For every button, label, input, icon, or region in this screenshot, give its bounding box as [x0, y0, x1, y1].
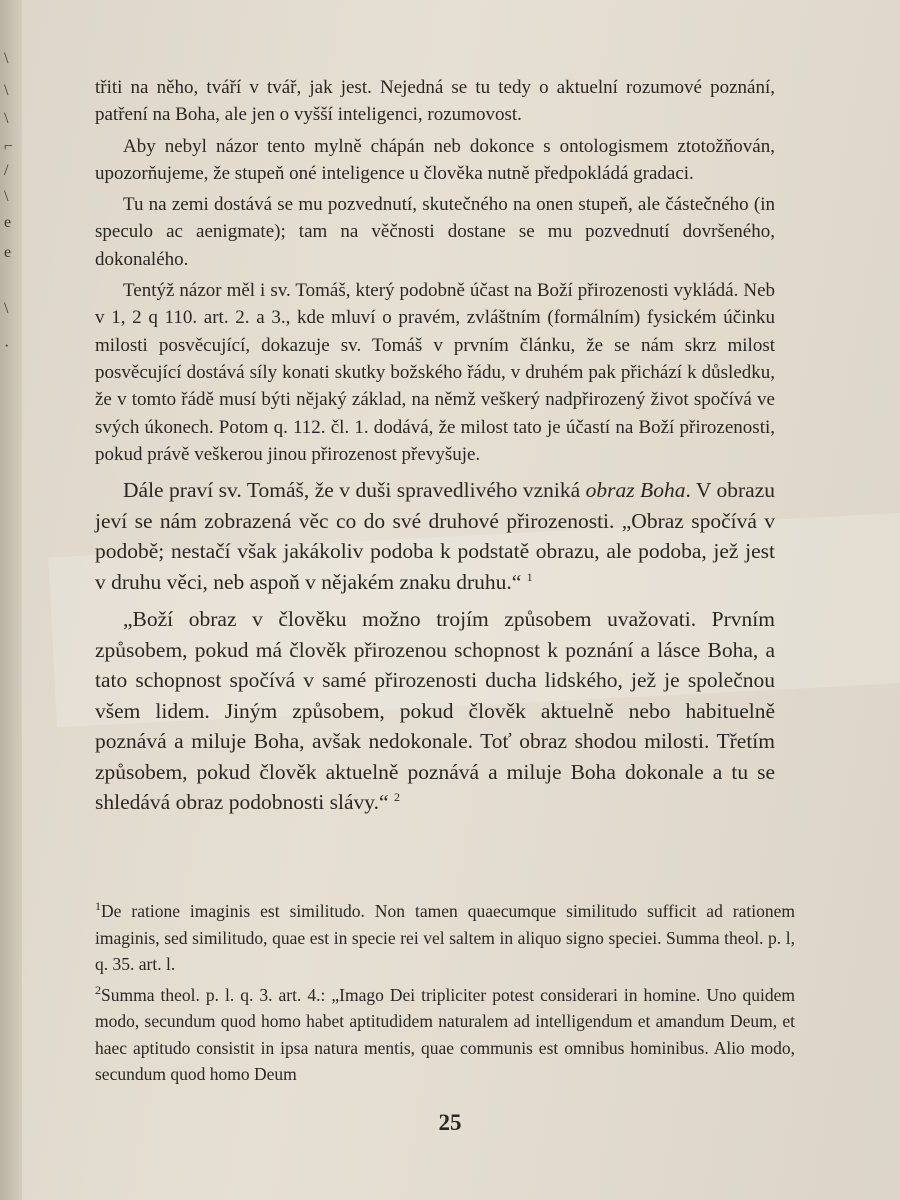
edge-mark: \: [4, 300, 9, 317]
edge-mark: \: [4, 110, 9, 127]
main-text: [95, 74, 775, 818]
footnote-1-text: De ratione imaginis est similitudo. Non tamen quaecumque similitudo sufficit ad rationem imaginis, sed similitudo, quae est in specie rei vel saltem in aliquo signo speciei. Summa theol. p. l, q. 35. art. l.: [95, 901, 795, 974]
footnote-mark-2: 2: [95, 982, 101, 997]
footnote-ref-2: 2: [393, 790, 400, 804]
paragraph-6: [95, 604, 775, 818]
paragraph-5: [95, 475, 775, 597]
paragraph-4: Tentýž názor měl i sv. Tomáš, který podobně účast na Boží přirozenosti vykládá. Neb v 1, 2 q 110. art. 2. a 3., kde mluví o pravém, zvláštním (formálním) fysickém účinku milosti posvěcující, dokazuje sv. Tomáš v prvním článku, že se nám skrz milost posvěcující dostává síly konati skutky božského řádu, v druhém pak přichází k důsledku, že v tomto řádě musí býti nějaký základ, na němž veškerý nadpřirozený život spočívá ve svých úkonech. Potom q. 112. čl. 1. dodává, že milost tato je účastí na Boží přirozenosti, pokud právě veškerou jinou přirozenost převyšuje.: [95, 280, 775, 465]
paragraph-2: Aby nebyl názor tento mylně chápán neb dokonce s ontologismem ztotožňován, upozorňujeme, že stupeň oné inteligence u člověka nutně předpokládá gradaci.: [95, 135, 775, 184]
edge-mark: \: [4, 50, 9, 67]
paragraph-1: třiti na něho, tváří v tvář, jak jest. Nejedná se tu tedy o aktuelní rozumové poznání, patření na Boha, ale jen o vyšší inteligenci, rozumovost.: [95, 77, 775, 126]
edge-mark: ⌐: [4, 138, 14, 155]
paragraph-6-text: „Boží obraz v člověku možno trojím způsobem uvažovati. Prvním způsobem, pokud má člověk přirozenou schopnost k poznání a lásce Boha, a tato schopnost spočívá v samé přirozenosti ducha lidského, jež je společnou všem lidem. Jiným způsobem, pokud člověk aktuelně nebo habituelně poznává a miluje Boha, avšak nedokonale. Toť obraz shodou milosti. Třetím způsobem, pokud člověk aktuelně poznává a miluje Boha dokonale a tu se shledává obraz podobnosti slávy.“: [95, 607, 775, 815]
emphasis-obraz-boha: obraz Boha: [585, 478, 686, 503]
paragraph-3: Tu na zemi dostává se mu pozvednutí, skutečného na onen stupeň, ale částečného (in speculo ac aenigmate); tam na věčnosti dostane se mu pozvednutí dovršeného, dokonalého.: [95, 194, 775, 270]
facing-page-edge: [0, 0, 22, 1200]
edge-mark: e: [4, 214, 12, 231]
edge-mark: e: [4, 244, 12, 261]
footnotes: [95, 898, 795, 1088]
footnote-mark-1: 1: [95, 899, 101, 914]
paragraph-5-text-cont: . V obrazu jeví se nám zobrazená věc co do své druhové přirozenosti. „Obraz spočívá v podobě; nestačí však jakákoliv podoba k podstatě obrazu, ale podoba, jež jest v druhu věci, neb aspoň v nějakém znaku druhu.“: [95, 478, 775, 594]
page-number: 25: [438, 1110, 462, 1135]
footnote-2-text: Summa theol. p. l. q. 3. art. 4.: „Imago Dei tripliciter potest considerari in homine. Uno quidem modo, secundum quod homo habet aptitudidem naturalem ad intelligendum et amandum Deum, et haec aptitudo consistit in ipsa natura mentis, quae communis est omnibus hominibus. Alio modo, secundum quod homo Deum: [95, 984, 795, 1084]
edge-mark: \: [4, 82, 9, 99]
edge-mark: /: [4, 162, 9, 179]
paragraph-5-text: Dále praví sv. Tomáš, že v duši spravedlivého vzniká: [123, 478, 586, 503]
footnote-ref-1: 1: [526, 569, 533, 584]
edge-mark: \: [4, 188, 9, 205]
footnote-1: [95, 898, 795, 978]
footnote-2: [95, 982, 795, 1088]
edge-mark: ·: [4, 338, 10, 355]
